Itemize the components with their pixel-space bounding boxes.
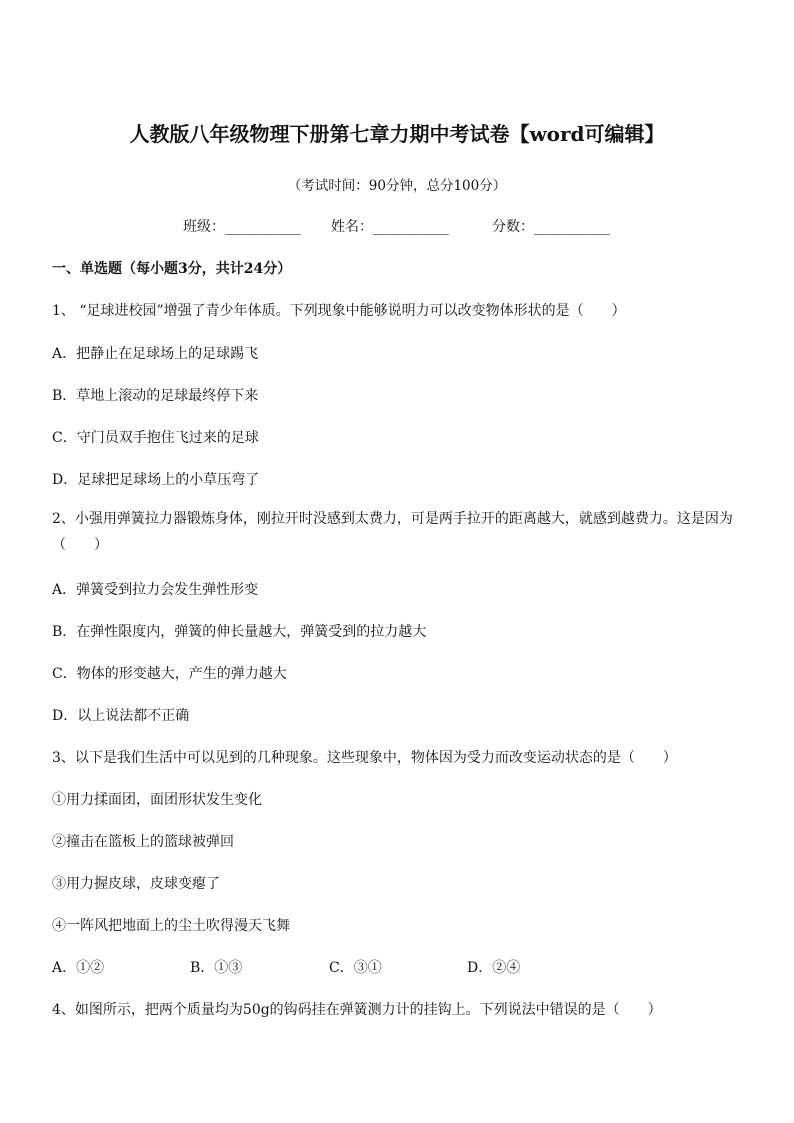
question-3-item-3: ③用力握皮球，皮球变瘪了 [52, 876, 220, 892]
question-1-stem: 1、 “足球进校园”增强了青少年体质。下列现象中能够说明力可以改变物体形状的是（ ） [52, 303, 626, 319]
question-2-option-c: C．物体的形变越大，产生的弹力越大 [52, 666, 287, 682]
question-2-stem: 2、小强用弹簧拉力器锻炼身体，刚拉开时没感到太费力，可是两手拉开的距离越大，就感到越费力。这是因为（ ） [52, 511, 733, 553]
class-field: 班级：_________ [183, 219, 301, 235]
exam-subtitle: （考试时间：90分钟，总分100分） [287, 178, 507, 194]
exam-title: 人教版八年级物理下册第七章力期中考试卷【word可编辑】 [129, 122, 665, 146]
section-heading: 一、单选题（每小题3分，共计24分） [52, 261, 292, 277]
question-3-option-a: A．①② [52, 960, 105, 976]
question-1-option-c: C．守门员双手抱住飞过来的足球 [52, 430, 259, 446]
question-3-stem: 3、以下是我们生活中可以见到的几种现象。这些现象中，物体因为受力而改变运动状态的是（ ） [52, 750, 677, 766]
question-3-option-b: B．①③ [190, 960, 243, 976]
score-field: 分数：_________ [492, 219, 610, 235]
question-1-option-b: B．草地上滚动的足球最终停下来 [52, 388, 259, 404]
question-3-item-1: ①用力揉面团，面团形状发生变化 [52, 792, 262, 808]
question-1-option-a: A．把静止在足球场上的足球踢飞 [52, 346, 259, 362]
question-3-option-d: D．②④ [467, 960, 521, 976]
question-2-option-b: B．在弹性限度内，弹簧的伸长量越大，弹簧受到的拉力越大 [52, 624, 427, 640]
name-field: 姓名：_________ [331, 219, 449, 235]
question-1-option-d: D．足球把足球场上的小草压弯了 [52, 472, 260, 488]
question-3-item-4: ④一阵风把地面上的尘土吹得漫天飞舞 [52, 918, 290, 934]
question-3-item-2: ②撞击在篮板上的篮球被弹回 [52, 834, 234, 850]
question-3-option-c: C．③① [329, 960, 382, 976]
question-4-stem: 4、如图所示，把两个质量均为50g的钩码挂在弹簧测力计的挂钩上。下列说法中错误的是（ ） [52, 1002, 662, 1018]
question-2-option-a: A．弹簧受到拉力会发生弹性形变 [52, 582, 259, 598]
question-2-option-d: D．以上说法都不正确 [52, 708, 190, 724]
